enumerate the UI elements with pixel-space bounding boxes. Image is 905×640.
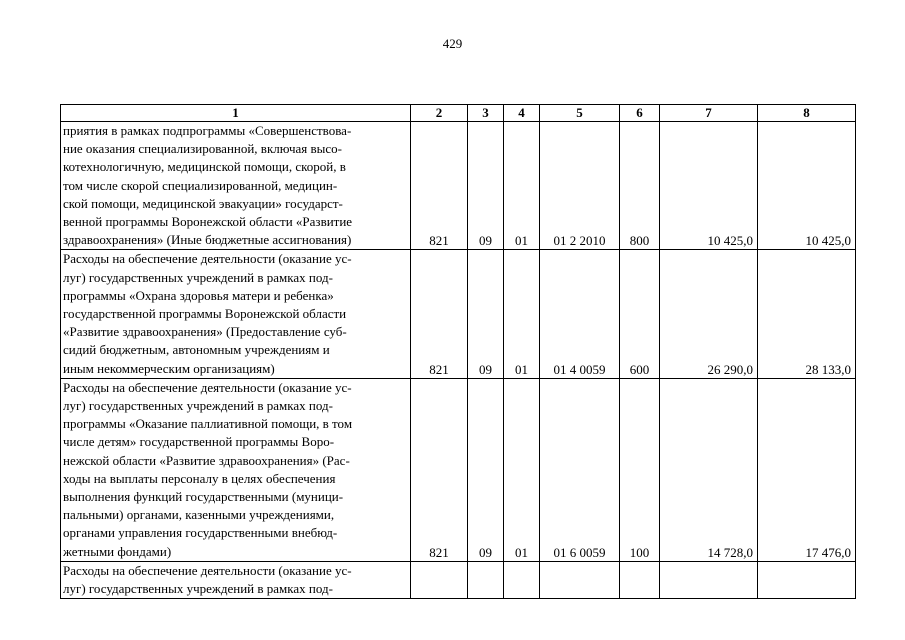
description-line: числе детям» государственной программы Воро- (63, 434, 335, 450)
description-line: Расходы на обеспечение деятельности (оказание ус- (63, 562, 352, 578)
expense-type-code: 100 (620, 378, 660, 561)
description-line: государственной программы Воронежской области (63, 306, 347, 322)
description-line: том числе скорой специализированной, медицин- (63, 177, 338, 193)
description-line: органами управления государственными внебюд- (63, 525, 338, 541)
subsection-code: 01 (504, 378, 540, 561)
description-line: жетными фондами) (63, 543, 172, 559)
table-row (61, 250, 856, 378)
description-line: венной программы Воронежской области «Развитие (63, 214, 353, 230)
description-line: Расходы на обеспечение деятельности (оказание ус- (63, 379, 352, 395)
expense-type-code: 800 (620, 122, 660, 250)
description-line: здравоохранения» (Иные бюджетные ассигнования) (63, 232, 352, 248)
header-row (61, 105, 856, 122)
description-line: программы «Охрана здоровья матери и ребенка» (63, 287, 334, 303)
description-line: луг) государственных учреждений в рамках под- (63, 269, 333, 285)
amount-year-1: 26 290,0 (660, 250, 758, 378)
description-line: Расходы на обеспечение деятельности (оказание ус- (63, 251, 352, 267)
subsection-code: 01 (504, 250, 540, 378)
column-header-6: 6 (620, 105, 660, 122)
description-line: пальными) органами, казенными учреждениями, (63, 507, 335, 523)
target-article-code (540, 561, 620, 598)
section-code: 09 (468, 122, 504, 250)
target-article-code: 01 4 0059 (540, 250, 620, 378)
amount-year-2: 10 425,0 (758, 122, 856, 250)
table-row (61, 378, 856, 561)
description-line: сидий бюджетным, автономным учреждениям и (63, 342, 330, 358)
column-header-7: 7 (660, 105, 758, 122)
amount-year-2 (758, 561, 856, 598)
description-line: ходы на выплаты персоналу в целях обеспечения (63, 470, 336, 486)
amount-year-2: 17 476,0 (758, 378, 856, 561)
subsection-code: 01 (504, 122, 540, 250)
description-line: программы «Оказание паллиативной помощи, в том (63, 416, 353, 432)
description-line: иным некоммерческим организациям) (63, 360, 275, 376)
row-description (61, 250, 411, 378)
section-code (468, 561, 504, 598)
expense-type-code: 600 (620, 250, 660, 378)
column-header-4: 4 (504, 105, 540, 122)
table-row (61, 561, 856, 598)
row-description (61, 378, 411, 561)
amount-year-2: 28 133,0 (758, 250, 856, 378)
description-line: приятия в рамках подпрограммы «Совершенствова- (63, 123, 352, 138)
ministry-code: 821 (411, 378, 468, 561)
column-header-5: 5 (540, 105, 620, 122)
table-row (61, 122, 856, 250)
description-line: котехнологичную, медицинской помощи, скорой, в (63, 159, 346, 175)
column-header-1: 1 (61, 105, 411, 122)
column-header-8: 8 (758, 105, 856, 122)
target-article-code: 01 2 2010 (540, 122, 620, 250)
ministry-code: 821 (411, 250, 468, 378)
description-line: выполнения функций государственными (муници- (63, 489, 344, 505)
subsection-code (504, 561, 540, 598)
column-header-2: 2 (411, 105, 468, 122)
row-description (61, 122, 411, 250)
description-line: луг) государственных учреждений в рамках под- (63, 398, 333, 414)
expense-type-code (620, 561, 660, 598)
description-line: нежской области «Развитие здравоохранения» (Рас- (63, 452, 350, 468)
description-line: ской помощи, медицинской эвакуации» государст- (63, 195, 343, 211)
section-code: 09 (468, 250, 504, 378)
target-article-code: 01 6 0059 (540, 378, 620, 561)
description-line: ние оказания специализированной, включая высо- (63, 141, 342, 157)
budget-table (60, 104, 856, 599)
amount-year-1: 14 728,0 (660, 378, 758, 561)
column-header-3: 3 (468, 105, 504, 122)
amount-year-1 (660, 561, 758, 598)
ministry-code: 821 (411, 122, 468, 250)
section-code: 09 (468, 378, 504, 561)
row-description (61, 561, 411, 598)
description-line: луг) государственных учреждений в рамках под- (63, 581, 333, 597)
amount-year-1: 10 425,0 (660, 122, 758, 250)
description-line: «Развитие здравоохранения» (Предоставление суб- (63, 324, 347, 340)
page-number: 429 (442, 36, 463, 51)
ministry-code (411, 561, 468, 598)
